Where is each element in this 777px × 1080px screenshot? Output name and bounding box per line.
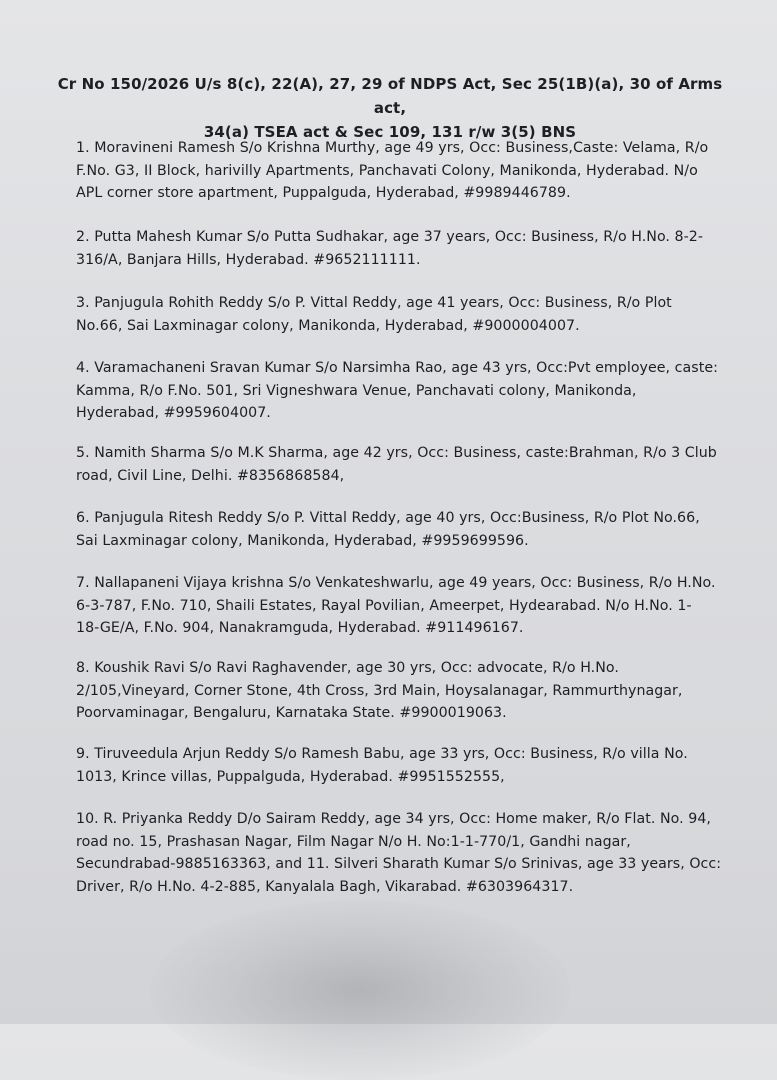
- entry-line: 316/A, Banjara Hills, Hyderabad. #9652111111.: [76, 251, 421, 268]
- entry-line: 6-3-787, F.No. 710, Shaili Estates, Rayal Povilian, Ameerpet, Hydearabad. N/o H.No. 1-: [76, 597, 692, 614]
- case-heading: [40, 72, 740, 144]
- entry-line: Poorvaminagar, Bengaluru, Karnataka State. #9900019063.: [76, 705, 507, 721]
- entry-line: 18-GE/A, F.No. 904, Nanakramguda, Hyderabad. #911496167.: [76, 620, 524, 636]
- photo-shadow: [150, 900, 570, 1080]
- accused-entry-1: [76, 137, 716, 205]
- accused-entry-9: [76, 743, 716, 788]
- entry-line: 6. Panjugula Ritesh Reddy S/o P. Vittal Reddy, age 40 yrs, Occ:Business, R/o Plot No.66,: [76, 510, 700, 526]
- accused-entry-4: [76, 357, 716, 425]
- entry-line: Driver, R/o H.No. 4-2-885, Kanyalala Bagh, Vikarabad. #6303964317.: [76, 878, 574, 895]
- entry-line: Sai Laxminagar colony, Manikonda, Hyderabad, #9959699596.: [76, 532, 529, 549]
- entry-line: APL corner store apartment, Puppalguda, Hyderabad, #9989446789.: [76, 185, 571, 201]
- entry-line: Hyderabad, #9959604007.: [76, 405, 271, 421]
- entry-line: 2. Putta Mahesh Kumar S/o Putta Sudhakar, age 37 years, Occ: Business, R/o H.No. 8-2-: [76, 229, 704, 245]
- accused-entry-8: [76, 657, 716, 725]
- entry-line: 3. Panjugula Rohith Reddy S/o P. Vittal Reddy, age 41 years, Occ: Business, R/o Plot: [76, 295, 672, 311]
- accused-entry-5: [76, 442, 716, 487]
- entry-line: 2/105,Vineyard, Corner Stone, 4th Cross, 3rd Main, Hoysalanagar, Rammurthynagar,: [76, 682, 683, 699]
- entry-line: 1. Moravineni Ramesh S/o Krishna Murthy, age 49 yrs, Occ: Business,Caste: Velama, R/o: [76, 140, 709, 156]
- entry-line: 4. Varamachaneni Sravan Kumar S/o Narsimha Rao, age 43 yrs, Occ:Pvt employee, caste:: [76, 360, 718, 376]
- entry-line: Kamma, R/o F.No. 501, Sri Vigneshwara Venue, Panchavati colony, Manikonda,: [76, 382, 637, 399]
- case-heading-line-1: Cr No 150/2026 U/s 8(c), 22(A), 27, 29 of NDPS Act, Sec 25(1B)(a), 30 of Arms act,: [57, 75, 723, 117]
- accused-entry-10: [76, 808, 722, 898]
- entry-line: Secundrabad-9885163363, and 11. Silveri Sharath Kumar S/o Srinivas, age 33 years, Occ:: [76, 856, 722, 872]
- accused-entry-3: [76, 292, 716, 337]
- entry-line: 8. Koushik Ravi S/o Ravi Raghavender, age 30 yrs, Occ: advocate, R/o H.No.: [76, 660, 619, 676]
- accused-entry-7: [76, 572, 716, 640]
- case-heading-line-2: 34(a) TSEA act & Sec 109, 131 r/w 3(5) BNS: [203, 123, 577, 141]
- entry-line: 9. Tiruveedula Arjun Reddy S/o Ramesh Babu, age 33 yrs, Occ: Business, R/o villa No.: [76, 746, 688, 762]
- entry-line: 10. R. Priyanka Reddy D/o Sairam Reddy, age 34 yrs, Occ: Home maker, R/o Flat. No. 94,: [76, 811, 711, 827]
- entry-line: F.No. G3, II Block, harivilly Apartments, Panchavati Colony, Manikonda, Hyderabad. N/o: [76, 162, 698, 179]
- entry-line: road, Civil Line, Delhi. #8356868584,: [76, 467, 345, 484]
- entry-line: road no. 15, Prashasan Nagar, Film Nagar N/o H. No:1-1-770/1, Gandhi nagar,: [76, 833, 631, 850]
- entry-line: 5. Namith Sharma S/o M.K Sharma, age 42 yrs, Occ: Business, caste:Brahman, R/o 3 Club: [76, 445, 717, 461]
- entry-line: 1013, Krince villas, Puppalguda, Hyderabad. #9951552555,: [76, 768, 505, 785]
- accused-entry-2: [76, 226, 716, 271]
- accused-entry-6: [76, 507, 716, 552]
- entry-line: No.66, Sai Laxminagar colony, Manikonda, Hyderabad, #9000004007.: [76, 317, 580, 334]
- entry-line: 7. Nallapaneni Vijaya krishna S/o Venkateshwarlu, age 49 years, Occ: Business, R/o H.No.: [76, 575, 716, 591]
